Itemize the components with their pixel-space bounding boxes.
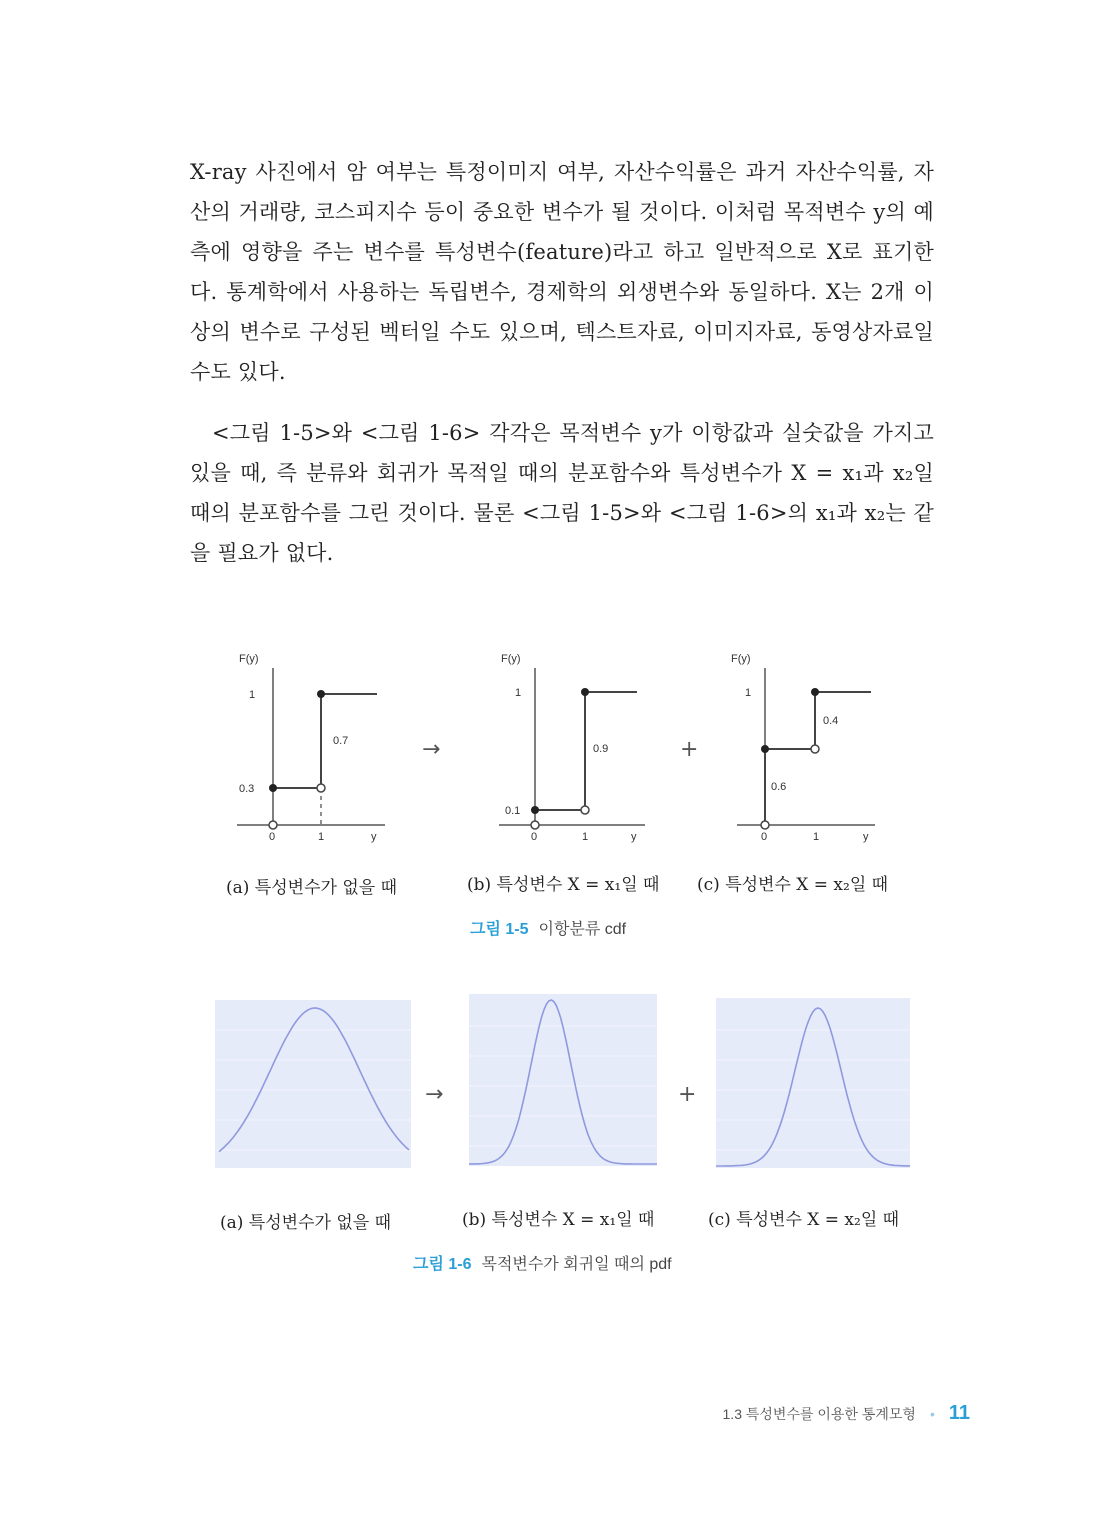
tick0-a: 0 bbox=[269, 831, 276, 843]
figure-5-label: 그림 1-5 bbox=[470, 921, 529, 938]
open-point-b bbox=[581, 806, 589, 814]
first-jump-label-c: 0.6 bbox=[771, 781, 787, 793]
low-value-a: 0.3 bbox=[239, 783, 255, 795]
fig5-caption-a: (a) 특성변수가 없을 때 bbox=[226, 878, 397, 898]
closed-point-a bbox=[269, 784, 277, 792]
closed-point-c2 bbox=[811, 688, 819, 696]
arrow-symbol-6: → bbox=[425, 1082, 444, 1107]
ylabel-a: F(y) bbox=[239, 653, 259, 665]
ylabel-b: F(y) bbox=[501, 653, 521, 665]
paragraph-1: X-ray 사진에서 암 여부는 특정이미지 여부, 자산수익률은 과거 자산수익률, 자산의 거래량, 코스피지수 등이 중요한 변수가 될 것이다. 이처럼 목적변수 y의 예측에 영향을 주는 변수를 특성변수(feature)라고 하고 일반적으로 X로 표기한다. 통계학에서 사용하는 독립변수, 경제학의 외생변수와 동일하다. X는 2개 이상의 변수로 구성된 벡터일 수도 있으며, 텍스트자료, 이미지자료, 동영상자료일 수도 있다. bbox=[190, 160, 934, 384]
footer-dot: • bbox=[929, 1406, 935, 1422]
plus-symbol-6: + bbox=[678, 1082, 697, 1107]
pdf-panel-b bbox=[465, 992, 661, 1176]
tick1-a: 1 bbox=[318, 831, 325, 843]
figure-6-title: 목적변수가 회귀일 때의 pdf bbox=[481, 1256, 672, 1273]
cdf-panel-c bbox=[725, 648, 895, 852]
pdf-panel-a bbox=[205, 996, 413, 1176]
figure-5-caption bbox=[470, 916, 626, 939]
closed-point-b2 bbox=[581, 688, 589, 696]
cdf-panel-b bbox=[495, 648, 665, 852]
xlabel-b: y bbox=[631, 831, 637, 843]
paragraph-2: <그림 1-5>와 <그림 1-6> 각각은 목적변수 y가 이항값과 실숫값을 가지고 있을 때, 즉 분류와 회귀가 목적일 때의 분포함수와 특성변수가 X = x₁과 x₂일 때의 분포함수를 그린 것이다. 물론 <그림 1-5>와 <그림 1-6>의 x₁과 x₂는 같을 필요가 없다. bbox=[190, 421, 934, 565]
closed-point-b bbox=[531, 806, 539, 814]
open-origin-b bbox=[531, 821, 539, 829]
plus-symbol-5: + bbox=[680, 737, 699, 762]
open-point-c bbox=[811, 745, 819, 753]
closed-point-a2 bbox=[317, 690, 325, 698]
tick1-b: 1 bbox=[582, 831, 589, 843]
closed-point-c bbox=[761, 745, 769, 753]
fig6-caption-b: (b) 특성변수 X = x₁일 때 bbox=[462, 1210, 655, 1230]
xlabel-c: y bbox=[863, 831, 869, 843]
one-label-b: 1 bbox=[515, 687, 522, 699]
pdf-chart-c bbox=[712, 996, 912, 1172]
open-origin-c bbox=[761, 821, 769, 829]
open-origin-a bbox=[269, 821, 277, 829]
pdf-chart-b bbox=[465, 992, 661, 1172]
low-value-b: 0.1 bbox=[505, 805, 521, 817]
fig6-caption-c: (c) 특성변수 X = x₂일 때 bbox=[708, 1210, 900, 1230]
jump-label-a: 0.7 bbox=[333, 735, 349, 747]
footer-section: 1.3 특성변수를 이용한 통계모형 bbox=[722, 1406, 916, 1422]
one-label-a: 1 bbox=[249, 689, 256, 701]
figure-6-caption bbox=[413, 1251, 672, 1274]
pdf-chart-a bbox=[205, 996, 413, 1172]
open-point-a bbox=[317, 784, 325, 792]
figure-5-title: 이항분류 cdf bbox=[538, 921, 627, 938]
arrow-symbol-5: → bbox=[422, 737, 441, 762]
jump-label-b: 0.9 bbox=[593, 743, 609, 755]
page-number: 11 bbox=[948, 1402, 970, 1424]
jump-label-c: 0.4 bbox=[823, 715, 839, 727]
fig5-caption-b: (b) 특성변수 X = x₁일 때 bbox=[467, 875, 660, 895]
one-label-c: 1 bbox=[745, 687, 752, 699]
xlabel-a: y bbox=[371, 831, 377, 843]
cdf-chart-c bbox=[725, 648, 895, 848]
fig5-caption-c: (c) 특성변수 X = x₂일 때 bbox=[697, 875, 889, 895]
ylabel-c: F(y) bbox=[731, 653, 751, 665]
cdf-chart-b bbox=[495, 648, 665, 848]
tick0-c: 0 bbox=[761, 831, 768, 843]
figure-6-label: 그림 1-6 bbox=[413, 1256, 472, 1273]
fig6-caption-a: (a) 특성변수가 없을 때 bbox=[220, 1213, 391, 1233]
tick1-c: 1 bbox=[813, 831, 820, 843]
cdf-chart-a bbox=[225, 648, 395, 848]
page-footer bbox=[723, 1402, 970, 1425]
tick0-b: 0 bbox=[531, 831, 538, 843]
cdf-panel-a bbox=[225, 648, 395, 852]
pdf-panel-c bbox=[712, 996, 912, 1176]
